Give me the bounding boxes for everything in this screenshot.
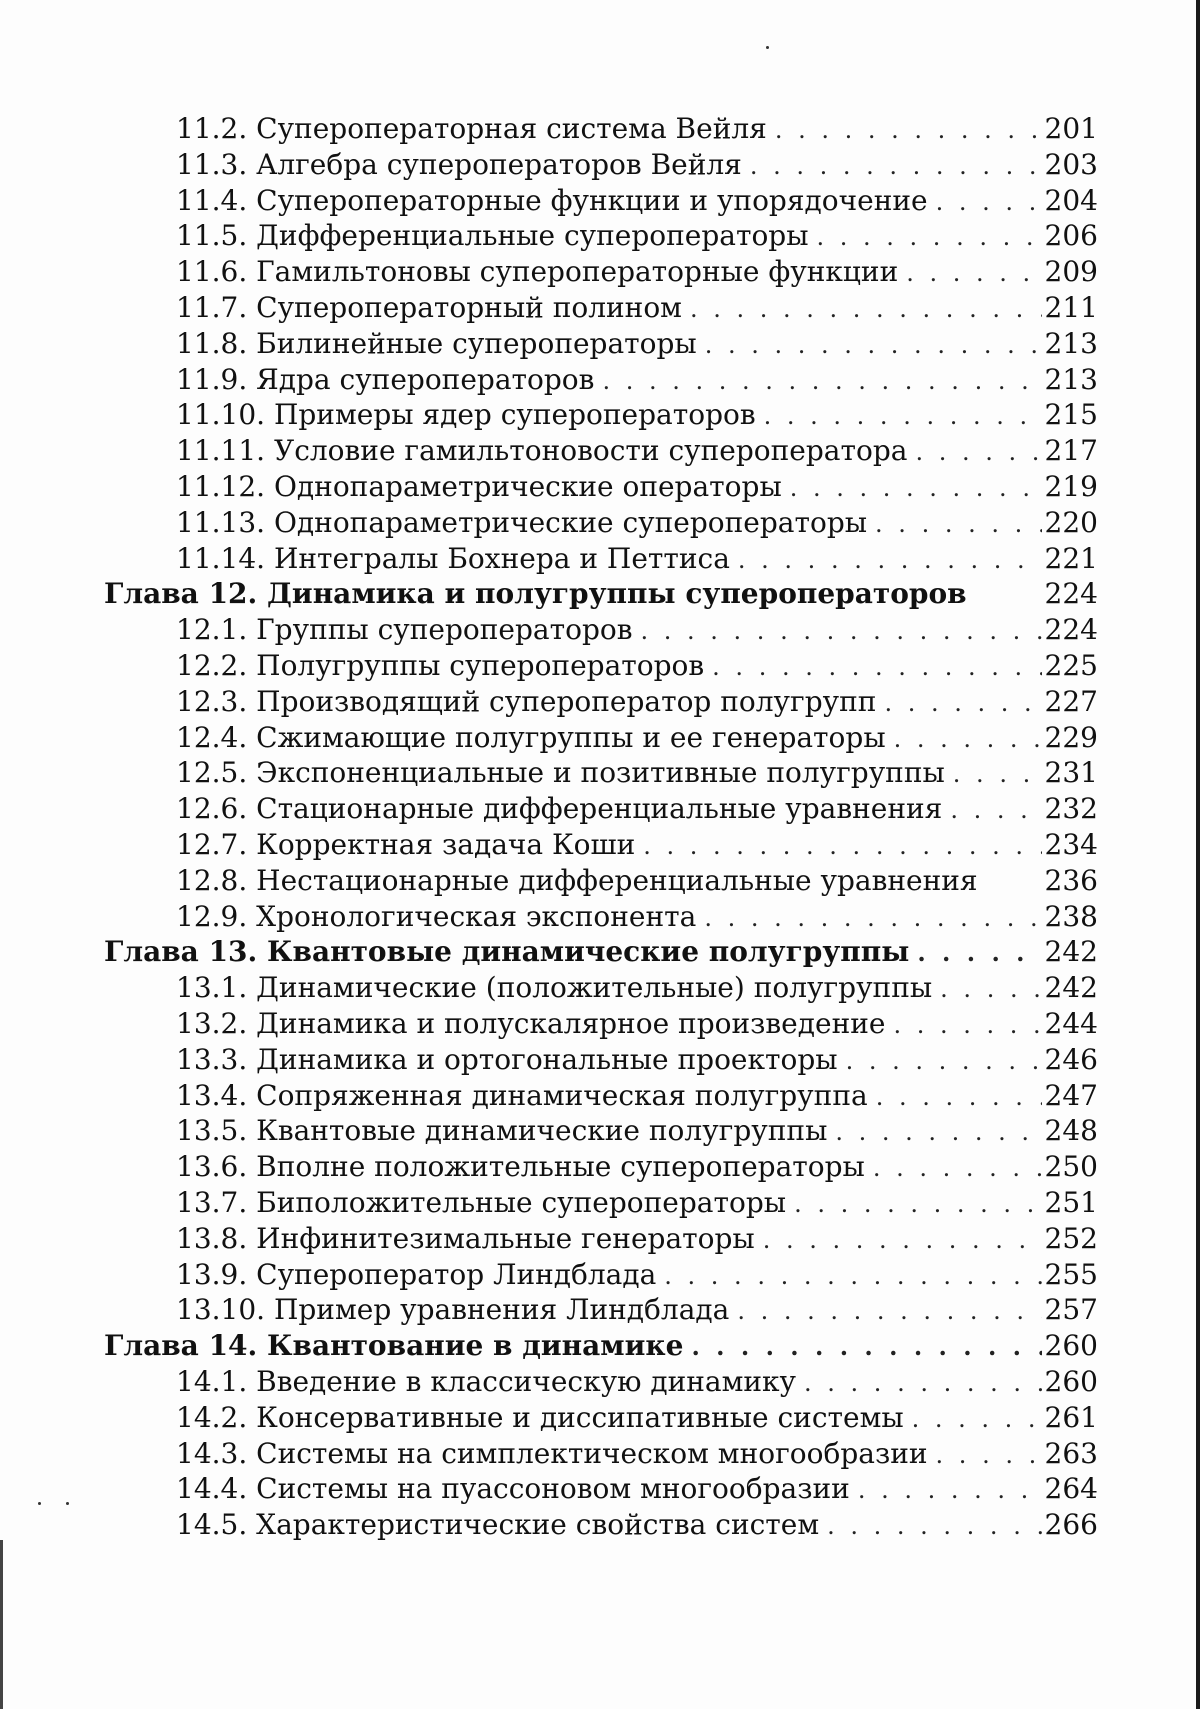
- dot-leader: [907, 435, 1042, 469]
- page-number: 261: [1044, 1401, 1098, 1434]
- toc-section-entry: [176, 1365, 1098, 1399]
- page-number: 225: [1044, 649, 1098, 682]
- scan-border-left: [0, 1540, 3, 1709]
- page-number: 260: [1044, 1329, 1098, 1362]
- chapter-title: Глава 13. Квантовые динамические полугруппы: [104, 935, 910, 968]
- dot-leader: [865, 1151, 1042, 1185]
- page-number: 201: [1044, 112, 1098, 145]
- section-title: 14.1. Введение в классическую динамику: [176, 1365, 797, 1398]
- dot-leader: [633, 614, 1042, 648]
- dot-leader: [682, 292, 1042, 326]
- dot-leader: [704, 650, 1042, 684]
- section-title: 12.7. Корректная задача Коши: [176, 828, 636, 861]
- page-number: 215: [1044, 398, 1098, 431]
- toc-section-entry: [176, 1007, 1098, 1041]
- toc-section-entry: [176, 112, 1098, 146]
- dot-leader: [696, 901, 1042, 935]
- scan-speck: [66, 1502, 69, 1505]
- section-title: 11.8. Билинейные супероператоры: [176, 327, 697, 360]
- section-title: 12.2. Полугруппы супероператоров: [176, 649, 705, 682]
- toc-section-entry: [176, 756, 1098, 790]
- chapter-title: Глава 12. Динамика и полугруппы супероператоров: [104, 577, 967, 610]
- dot-leader: [850, 1473, 1042, 1507]
- toc-section-entry: [176, 470, 1098, 504]
- dot-leader: [827, 1115, 1042, 1149]
- section-title: 11.2. Супероператорная система Вейля: [176, 112, 767, 145]
- toc-section-entry: [176, 506, 1098, 540]
- page-number: 250: [1044, 1150, 1098, 1183]
- dot-leader: [635, 829, 1042, 863]
- toc-section-entry: [176, 542, 1098, 576]
- dot-leader: [809, 220, 1042, 254]
- page-number: 236: [1044, 864, 1098, 897]
- toc-section-entry: [176, 398, 1098, 432]
- section-title: 11.9. Ядра супероператоров: [176, 363, 595, 396]
- section-title: 11.11. Условие гамильтоновости супероператора: [176, 434, 908, 467]
- page-number: 251: [1044, 1186, 1098, 1219]
- dot-leader: [928, 185, 1042, 219]
- section-title: 11.7. Супероператорный полином: [176, 291, 682, 324]
- page-number: 224: [1044, 577, 1098, 610]
- section-title: 12.5. Экспоненциальные и позитивные полугруппы: [176, 756, 945, 789]
- dot-leader: [909, 936, 1042, 970]
- dot-leader: [742, 149, 1042, 183]
- toc-section-entry: [176, 327, 1098, 361]
- page-number: 242: [1044, 971, 1098, 1004]
- dot-leader: [756, 399, 1042, 433]
- toc-section-entry: [176, 434, 1098, 468]
- section-title: 11.14. Интегралы Бохнера и Петтиса: [176, 542, 730, 575]
- page-number: 255: [1044, 1258, 1098, 1291]
- section-title: 11.4. Супероператорные функции и упорядочение: [176, 184, 928, 217]
- page-number: 229: [1044, 721, 1098, 754]
- section-title: 11.13. Однопараметрические супероператоры: [176, 506, 868, 539]
- section-title: 12.1. Группы супероператоров: [176, 613, 633, 646]
- page-number: 217: [1044, 434, 1098, 467]
- page-number: 246: [1044, 1043, 1098, 1076]
- section-title: 14.3. Системы на симплектическом многообразии: [176, 1437, 928, 1470]
- dot-leader: [945, 757, 1042, 791]
- section-title: 12.6. Стационарные дифференциальные уравнения: [176, 792, 943, 825]
- section-title: 12.3. Производящий супероператор полугрупп: [176, 685, 877, 718]
- section-title: 14.5. Характеристические свойства систем: [176, 1508, 820, 1541]
- page-number: 266: [1044, 1508, 1098, 1541]
- toc-section-entry: [176, 1437, 1098, 1471]
- section-title: 13.3. Динамика и ортогональные проекторы: [176, 1043, 838, 1076]
- toc-section-entry: [176, 864, 1098, 898]
- page-number: 263: [1044, 1437, 1098, 1470]
- section-title: 14.2. Консервативные и диссипативные системы: [176, 1401, 904, 1434]
- chapter-title: Глава 14. Квантование в динамике: [104, 1329, 684, 1362]
- page-number: 238: [1044, 900, 1098, 933]
- dot-leader: [867, 507, 1042, 541]
- section-title: 12.9. Хронологическая экспонента: [176, 900, 697, 933]
- toc-section-entry: [176, 219, 1098, 253]
- section-title: 11.10. Примеры ядер супероператоров: [176, 398, 756, 431]
- page-number: 209: [1044, 255, 1098, 288]
- toc-section-entry: [176, 828, 1098, 862]
- toc-section-entry: [176, 971, 1098, 1005]
- section-title: 12.4. Сжимающие полугруппы и ее генераторы: [176, 721, 886, 754]
- dot-leader: [782, 471, 1042, 505]
- dot-leader: [656, 1259, 1042, 1293]
- page-number: 213: [1044, 327, 1098, 360]
- page-number: 234: [1044, 828, 1098, 861]
- toc-chapter-entry: [104, 935, 1098, 969]
- page-number: 257: [1044, 1293, 1098, 1326]
- page-number: 242: [1044, 935, 1098, 968]
- toc-section-entry: [176, 363, 1098, 397]
- toc-section-entry: [176, 649, 1098, 683]
- toc-section-entry: [176, 1043, 1098, 1077]
- dot-leader: [729, 1294, 1042, 1328]
- toc-section-entry: [176, 1079, 1098, 1113]
- page-number: 247: [1044, 1079, 1098, 1112]
- dot-leader: [886, 722, 1042, 756]
- page-number: 264: [1044, 1472, 1098, 1505]
- page-number: 231: [1044, 756, 1098, 789]
- toc-section-entry: [176, 148, 1098, 182]
- dot-leader: [942, 793, 1042, 827]
- section-title: 13.6. Вполне положительные супероператоры: [176, 1150, 865, 1183]
- toc-section-entry: [176, 900, 1098, 934]
- section-title: 11.3. Алгебра супероператоров Вейля: [176, 148, 742, 181]
- toc-section-entry: [176, 613, 1098, 647]
- dot-leader: [876, 686, 1042, 720]
- dot-leader: [786, 1187, 1042, 1221]
- scan-speck: [766, 46, 769, 49]
- dot-leader: [819, 1509, 1042, 1543]
- toc-section-entry: [176, 291, 1098, 325]
- section-title: 11.6. Гамильтоновы супероператорные функции: [176, 255, 899, 288]
- section-title: 13.9. Супероператор Линдблада: [176, 1258, 657, 1291]
- page-number: 244: [1044, 1007, 1098, 1040]
- dot-leader: [885, 1008, 1042, 1042]
- page-number: 221: [1044, 542, 1098, 575]
- dot-leader: [683, 1330, 1042, 1364]
- section-title: 14.4. Системы на пуассоновом многообразии: [176, 1472, 850, 1505]
- section-title: 13.4. Сопряженная динамическая полугруппа: [176, 1079, 868, 1112]
- toc-section-entry: [176, 721, 1098, 755]
- scan-border-right: [1196, 0, 1200, 1709]
- toc-section-entry: [176, 1401, 1098, 1435]
- dot-leader: [796, 1366, 1042, 1400]
- toc-section-entry: [176, 685, 1098, 719]
- toc-section-entry: [176, 1150, 1098, 1184]
- section-title: 11.5. Дифференциальные супероператоры: [176, 219, 809, 252]
- dot-leader: [932, 972, 1042, 1006]
- page-number: 219: [1044, 470, 1098, 503]
- page-number: 224: [1044, 613, 1098, 646]
- page-number: 260: [1044, 1365, 1098, 1398]
- page-number: 252: [1044, 1222, 1098, 1255]
- dot-leader: [898, 256, 1042, 290]
- page-number: 220: [1044, 506, 1098, 539]
- section-title: 13.8. Инфинитезимальные генераторы: [176, 1222, 755, 1255]
- dot-leader: [755, 1223, 1042, 1257]
- page-number: 203: [1044, 148, 1098, 181]
- scan-speck: [38, 1502, 41, 1505]
- toc-section-entry: [176, 1186, 1098, 1220]
- dot-leader: [767, 113, 1042, 147]
- section-title: 13.7. Биположительные супероператоры: [176, 1186, 787, 1219]
- toc-section-entry: [176, 1114, 1098, 1148]
- dot-leader: [928, 1438, 1042, 1472]
- page-number: 204: [1044, 184, 1098, 217]
- section-title: 11.12. Однопараметрические операторы: [176, 470, 782, 503]
- section-title: 13.2. Динамика и полускалярное произведение: [176, 1007, 886, 1040]
- dot-leader: [730, 543, 1042, 577]
- dot-leader: [594, 364, 1042, 398]
- toc-chapter-entry: [104, 1329, 1098, 1363]
- section-title: 13.10. Пример уравнения Линдблада: [176, 1293, 730, 1326]
- page-number: 206: [1044, 219, 1098, 252]
- section-title: 12.8. Нестационарные дифференциальные уравнения: [176, 864, 978, 897]
- page-number: 213: [1044, 363, 1098, 396]
- dot-leader: [697, 328, 1042, 362]
- dot-leader: [904, 1402, 1042, 1436]
- page-number: 211: [1044, 291, 1098, 324]
- toc-section-entry: [176, 1508, 1098, 1542]
- page-number: 232: [1044, 792, 1098, 825]
- toc-section-entry: [176, 1222, 1098, 1256]
- section-title: 13.1. Динамические (положительные) полугруппы: [176, 971, 933, 1004]
- toc-section-entry: [176, 184, 1098, 218]
- toc-section-entry: [176, 1293, 1098, 1327]
- page-number: 248: [1044, 1114, 1098, 1147]
- dot-leader: [868, 1080, 1042, 1114]
- section-title: 13.5. Квантовые динамические полугруппы: [176, 1114, 828, 1147]
- toc-section-entry: [176, 255, 1098, 289]
- dot-leader: [838, 1044, 1042, 1078]
- toc-section-entry: [176, 1472, 1098, 1506]
- toc-section-entry: [176, 1258, 1098, 1292]
- page-number: 227: [1044, 685, 1098, 718]
- toc-section-entry: [176, 792, 1098, 826]
- toc-chapter-entry: [104, 577, 1098, 611]
